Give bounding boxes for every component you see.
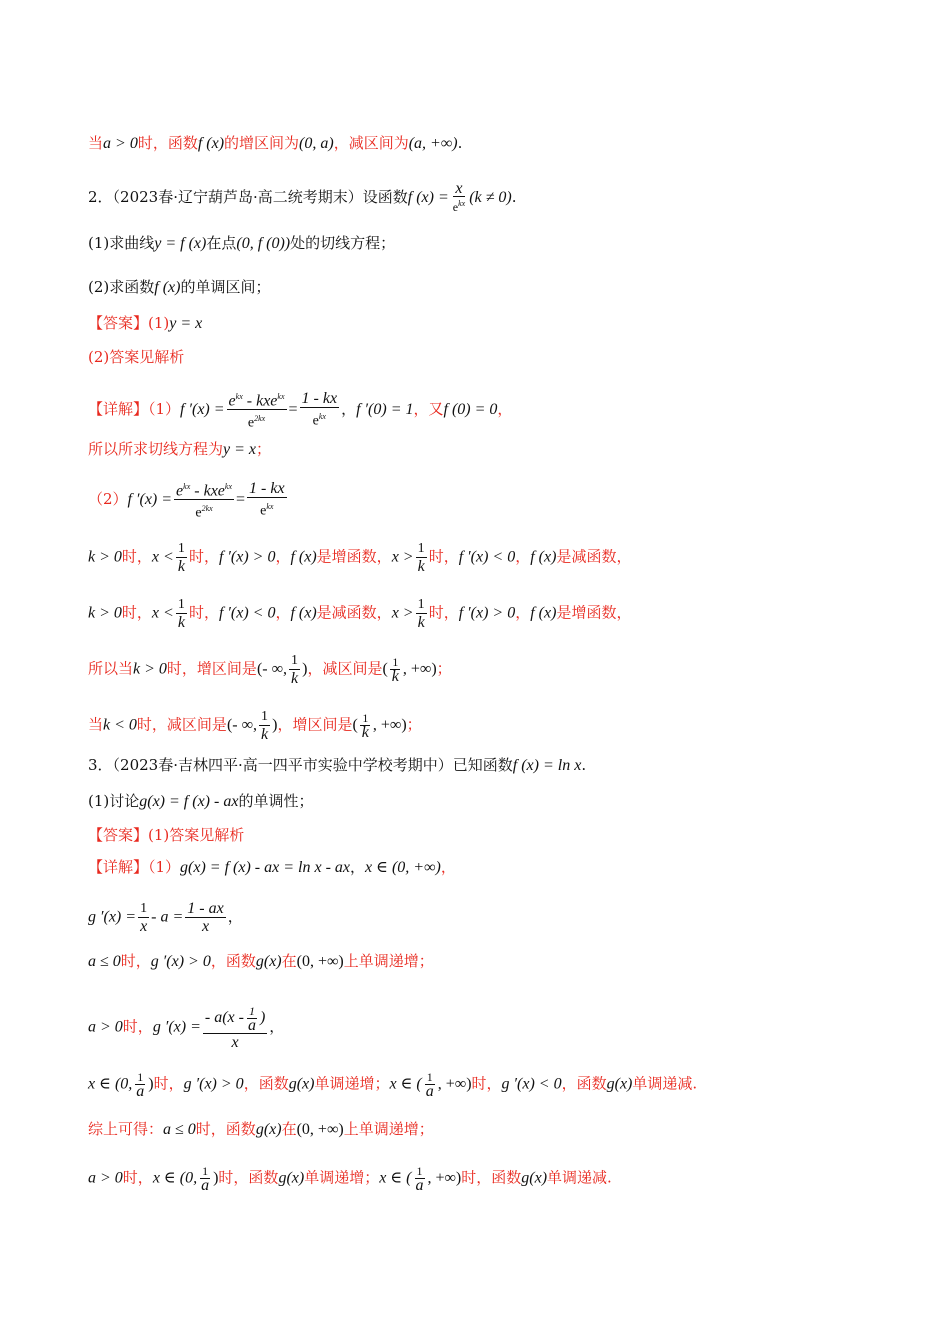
math: f (0) = 0 bbox=[443, 400, 498, 418]
sup: kx bbox=[266, 502, 274, 512]
sup: kx bbox=[318, 412, 326, 422]
text: 单调递减. bbox=[632, 1074, 698, 1093]
math: = bbox=[288, 400, 298, 418]
text: e bbox=[247, 415, 255, 431]
sup: kx bbox=[458, 199, 466, 208]
fraction-num: 1 bbox=[261, 709, 269, 724]
text: 时，函数 bbox=[195, 1120, 256, 1138]
question-1 bbox=[88, 232, 890, 255]
fraction-den: e bbox=[452, 200, 459, 214]
math: - a = bbox=[151, 908, 184, 926]
math: x ∈ (0, +∞) bbox=[365, 859, 441, 876]
fraction-num: 1 bbox=[137, 1070, 144, 1084]
detail-line-8 bbox=[88, 856, 890, 879]
math: ) bbox=[302, 660, 308, 678]
fraction-num: 1 bbox=[177, 541, 185, 556]
summary-line-1 bbox=[88, 1118, 890, 1141]
math: k > 0 bbox=[133, 660, 167, 678]
answer-label: 【答案】(1) bbox=[88, 314, 170, 332]
text: e bbox=[176, 482, 184, 500]
text: . bbox=[511, 188, 517, 206]
fraction bbox=[138, 900, 149, 935]
line-conclusion-prev bbox=[88, 132, 890, 155]
math: x ∈ (0, bbox=[152, 1169, 198, 1187]
fraction-num: 1 bbox=[362, 711, 369, 725]
text: e bbox=[228, 392, 236, 410]
fraction-den: x bbox=[231, 1034, 239, 1051]
math: ) bbox=[272, 716, 278, 734]
text: ， bbox=[275, 547, 291, 566]
math: f (x) = ln x bbox=[512, 757, 582, 774]
fraction bbox=[414, 1164, 426, 1193]
math: , +∞) bbox=[427, 1169, 462, 1187]
fraction-den: k bbox=[417, 614, 425, 631]
math: f (x) bbox=[290, 604, 317, 622]
text: 综上可得： bbox=[88, 1120, 164, 1138]
detail-label: 【详解】（1） bbox=[88, 858, 181, 876]
fraction-den: k bbox=[291, 670, 299, 687]
fraction-num: x bbox=[455, 180, 463, 197]
detail-line-10 bbox=[88, 950, 890, 973]
sup: kx bbox=[224, 482, 233, 491]
fraction-num: 1 bbox=[291, 653, 299, 668]
text: 时， bbox=[471, 1074, 502, 1093]
math: y = x bbox=[169, 315, 203, 332]
text: . bbox=[581, 756, 587, 774]
fraction bbox=[203, 1004, 267, 1051]
text: - kxe bbox=[190, 482, 225, 500]
fraction bbox=[360, 711, 371, 740]
fraction-den: x bbox=[201, 918, 210, 935]
text: (1)讨论 bbox=[88, 792, 140, 810]
fraction-den: a bbox=[415, 1177, 424, 1194]
text: 时， bbox=[121, 603, 152, 622]
fraction bbox=[300, 390, 340, 430]
math: g(x) = f (x) - ax = ln x - ax bbox=[180, 859, 351, 876]
fraction-num: 1 bbox=[392, 655, 399, 669]
fraction bbox=[451, 182, 467, 214]
math: f ′(0) = 1 bbox=[356, 400, 414, 418]
detail-line-4 bbox=[88, 540, 890, 575]
text: ，减区间为 bbox=[333, 134, 409, 152]
answer-line-2 bbox=[88, 346, 890, 368]
fraction-den: k bbox=[261, 726, 269, 743]
math: g ′(x) = bbox=[88, 908, 137, 926]
text: 的单调区间； bbox=[180, 278, 271, 296]
text: (2)求函数 bbox=[88, 278, 155, 296]
text: - a(x - bbox=[204, 1009, 244, 1027]
text: 时， bbox=[122, 1168, 153, 1187]
fraction-num: 1 bbox=[416, 1164, 423, 1178]
text: ， bbox=[515, 603, 531, 622]
text: （2） bbox=[88, 489, 128, 508]
text: ) bbox=[259, 1009, 266, 1027]
text: ， bbox=[440, 858, 456, 876]
fraction-num: 1 bbox=[140, 901, 148, 916]
text: ， bbox=[341, 399, 357, 418]
text: ， bbox=[515, 547, 531, 566]
detail-line-5 bbox=[88, 596, 890, 631]
math: x < bbox=[151, 548, 174, 566]
math: , +∞) bbox=[372, 716, 407, 734]
problem-2-title bbox=[88, 182, 890, 214]
problem-3-title bbox=[88, 754, 890, 777]
fraction bbox=[185, 900, 225, 935]
detail-line-1 bbox=[88, 388, 890, 432]
math: f ′(x) = bbox=[180, 400, 225, 418]
fraction-den: a bbox=[136, 1083, 145, 1100]
math: f (x) bbox=[154, 279, 181, 296]
math: g(x) bbox=[278, 1169, 305, 1187]
fraction bbox=[424, 1070, 436, 1099]
math: ( bbox=[352, 716, 358, 734]
math: (- ∞, bbox=[256, 660, 287, 678]
math: f ′(x) > 0 bbox=[458, 604, 516, 622]
math: g(x) bbox=[288, 1075, 315, 1093]
math: (0, +∞) bbox=[296, 953, 344, 970]
math: f ′(x) < 0 bbox=[458, 548, 516, 566]
fraction bbox=[134, 1070, 146, 1099]
text: 时，函数 bbox=[137, 134, 198, 152]
sup: kx bbox=[183, 482, 191, 491]
text: 时， bbox=[121, 547, 152, 566]
fraction bbox=[174, 478, 234, 522]
text: . bbox=[457, 134, 463, 152]
fraction-den: k bbox=[391, 668, 399, 685]
text: ， bbox=[497, 399, 513, 418]
fraction bbox=[176, 540, 187, 575]
fraction-num: 1 bbox=[202, 1164, 209, 1178]
text: 时， bbox=[428, 603, 459, 622]
text: 时，减区间是 bbox=[136, 715, 227, 734]
detail-line-3 bbox=[88, 478, 890, 522]
math: g ′(x) < 0 bbox=[501, 1075, 562, 1093]
text: 单调递减. bbox=[547, 1168, 612, 1187]
math: g(x) bbox=[606, 1075, 633, 1093]
math: x > bbox=[391, 548, 414, 566]
fraction-den: k bbox=[417, 558, 425, 575]
math: a > 0 bbox=[103, 135, 138, 152]
detail-line-7 bbox=[88, 708, 890, 743]
math: f ′(x) = bbox=[127, 490, 173, 508]
text: 时，增区间是 bbox=[166, 659, 257, 678]
math: (a, +∞) bbox=[408, 135, 458, 152]
text: e bbox=[195, 505, 202, 521]
text: 是减函数， bbox=[556, 547, 632, 566]
fraction bbox=[246, 1004, 258, 1033]
math: a ≤ 0 bbox=[88, 953, 121, 970]
text: 在 bbox=[281, 952, 297, 970]
text: 在点 bbox=[206, 234, 237, 252]
text: 当 bbox=[88, 715, 104, 734]
answer-line bbox=[88, 312, 890, 335]
math: y = f (x) bbox=[154, 235, 207, 252]
math: f (x) bbox=[530, 548, 557, 566]
detail-line-2 bbox=[88, 438, 890, 461]
text: 在 bbox=[281, 1120, 297, 1138]
text: 是增函数， bbox=[316, 547, 392, 566]
text: ，函数 bbox=[243, 1074, 289, 1093]
math: f (x) = bbox=[407, 189, 449, 206]
text: ，函数 bbox=[210, 952, 256, 970]
fraction bbox=[390, 655, 401, 684]
fraction-num: 1 bbox=[417, 597, 425, 612]
math: g(x) bbox=[255, 953, 282, 970]
text: 所以当 bbox=[88, 659, 134, 678]
detail-line-12 bbox=[88, 1070, 890, 1099]
math: y = x bbox=[223, 441, 257, 458]
sup: kx bbox=[235, 392, 243, 401]
math: , +∞) bbox=[437, 1075, 472, 1093]
fraction-num: 1 bbox=[248, 1004, 255, 1018]
text: 2．（2023春·辽宁葫芦岛·高二统考期末）设函数 bbox=[88, 188, 408, 206]
text: 当 bbox=[88, 134, 104, 152]
math: f ′(x) < 0 bbox=[218, 604, 276, 622]
math: a ≤ 0 bbox=[163, 1121, 196, 1138]
text: 上单调递增； bbox=[343, 1120, 434, 1138]
answer-label: 【答案】(1)答案见解析 bbox=[88, 826, 245, 844]
text: 时， bbox=[153, 1074, 184, 1093]
math: f ′(x) > 0 bbox=[218, 548, 276, 566]
fraction bbox=[289, 652, 300, 687]
text: ； bbox=[256, 440, 272, 458]
text: ； bbox=[436, 659, 452, 678]
math: g ′(x) > 0 bbox=[183, 1075, 244, 1093]
math: ) bbox=[213, 1169, 219, 1187]
text: 时，函数 bbox=[218, 1168, 279, 1187]
math: (- ∞, bbox=[226, 716, 257, 734]
text: 时， bbox=[188, 547, 219, 566]
text: ，减区间是 bbox=[307, 659, 383, 678]
text: (1)求曲线 bbox=[88, 234, 155, 252]
text: 时， bbox=[120, 952, 151, 970]
math: = bbox=[236, 490, 246, 508]
sup: 2kx bbox=[254, 414, 266, 424]
fraction-den: x bbox=[140, 918, 148, 935]
math: x ∈ ( bbox=[379, 1169, 412, 1187]
fraction-num: 1 - ax bbox=[187, 900, 224, 917]
math: k < 0 bbox=[103, 716, 137, 734]
fraction bbox=[176, 596, 187, 631]
text: - kxe bbox=[242, 392, 278, 410]
math: f (x) bbox=[197, 135, 225, 152]
text: 是减函数， bbox=[316, 603, 392, 622]
fraction-num: 1 bbox=[426, 1070, 433, 1084]
fraction-den: k bbox=[177, 558, 185, 575]
math: , +∞) bbox=[402, 660, 437, 678]
text: 时， bbox=[122, 1017, 153, 1036]
detail-line-6 bbox=[88, 652, 890, 687]
text: ； bbox=[406, 715, 422, 734]
math: k > 0 bbox=[88, 548, 122, 566]
math: ( bbox=[382, 660, 388, 678]
fraction-den: k bbox=[361, 724, 369, 741]
text: 上单调递增； bbox=[343, 952, 434, 970]
fraction-num: 1 bbox=[177, 597, 185, 612]
text: 单调递增； bbox=[314, 1074, 390, 1093]
math: a > 0 bbox=[88, 1018, 123, 1036]
text: 单调递增； bbox=[304, 1168, 380, 1187]
sup: kx bbox=[277, 392, 285, 401]
fraction bbox=[199, 1164, 211, 1193]
sup: 2kx bbox=[201, 504, 213, 514]
math: a > 0 bbox=[88, 1169, 123, 1187]
math: ) bbox=[148, 1075, 154, 1093]
question-2 bbox=[88, 276, 890, 299]
text: 是增函数， bbox=[556, 603, 632, 622]
math: (0, +∞) bbox=[296, 1121, 344, 1138]
text: 时，函数 bbox=[461, 1168, 522, 1187]
fraction-num: 1 - kx bbox=[249, 480, 285, 498]
detail-line-9 bbox=[88, 900, 890, 935]
math: x < bbox=[151, 604, 174, 622]
text: e bbox=[260, 503, 267, 519]
text: ，增区间是 bbox=[277, 715, 353, 734]
fraction-den: a bbox=[201, 1177, 210, 1194]
text: e bbox=[312, 413, 319, 429]
math: g(x) bbox=[521, 1169, 548, 1187]
detail-label: 【详解】（1） bbox=[88, 399, 181, 418]
question-3-1 bbox=[88, 790, 890, 813]
text: 处的切线方程； bbox=[290, 234, 396, 252]
math: (k ≠ 0) bbox=[469, 189, 512, 206]
fraction-den: a bbox=[247, 1017, 256, 1034]
math: k > 0 bbox=[88, 604, 122, 622]
fraction bbox=[227, 388, 287, 432]
text: 所以所求切线方程为 bbox=[88, 440, 224, 458]
math: g ′(x) = bbox=[152, 1018, 201, 1036]
answer-line-3 bbox=[88, 824, 890, 846]
text: 时， bbox=[428, 547, 459, 566]
text: 的单调性； bbox=[238, 792, 314, 810]
math: f (x) bbox=[290, 548, 317, 566]
text: 的增区间为 bbox=[224, 134, 300, 152]
fraction bbox=[247, 480, 287, 520]
text: ，函数 bbox=[561, 1074, 607, 1093]
text: 时， bbox=[188, 603, 219, 622]
fraction bbox=[416, 596, 427, 631]
fraction-num: 1 bbox=[417, 541, 425, 556]
text: ， bbox=[269, 1017, 285, 1036]
fraction-den: a bbox=[425, 1083, 434, 1100]
math: x > bbox=[391, 604, 414, 622]
math: g ′(x) > 0 bbox=[150, 953, 211, 970]
text: 3．（2023春·吉林四平·高一四平市实验中学校考期中）已知函数 bbox=[88, 756, 513, 774]
fraction-num: 1 - kx bbox=[301, 390, 338, 408]
text: ， bbox=[350, 858, 366, 876]
detail-line-11 bbox=[88, 1004, 890, 1051]
math: g(x) bbox=[255, 1121, 282, 1138]
fraction-den: k bbox=[177, 614, 185, 631]
math: g(x) = f (x) - ax bbox=[139, 793, 239, 810]
math: x ∈ ( bbox=[389, 1075, 422, 1093]
fraction bbox=[259, 708, 270, 743]
text: ， bbox=[227, 907, 243, 926]
summary-line-2 bbox=[88, 1164, 890, 1193]
math: (0, f (0)) bbox=[236, 235, 291, 252]
text: ， bbox=[275, 603, 291, 622]
math: (0, a) bbox=[299, 135, 334, 152]
text: ，又 bbox=[413, 399, 444, 418]
math: f (x) bbox=[530, 604, 557, 622]
text: (2)答案见解析 bbox=[88, 348, 185, 366]
fraction bbox=[416, 540, 427, 575]
math: x ∈ (0, bbox=[88, 1075, 133, 1093]
